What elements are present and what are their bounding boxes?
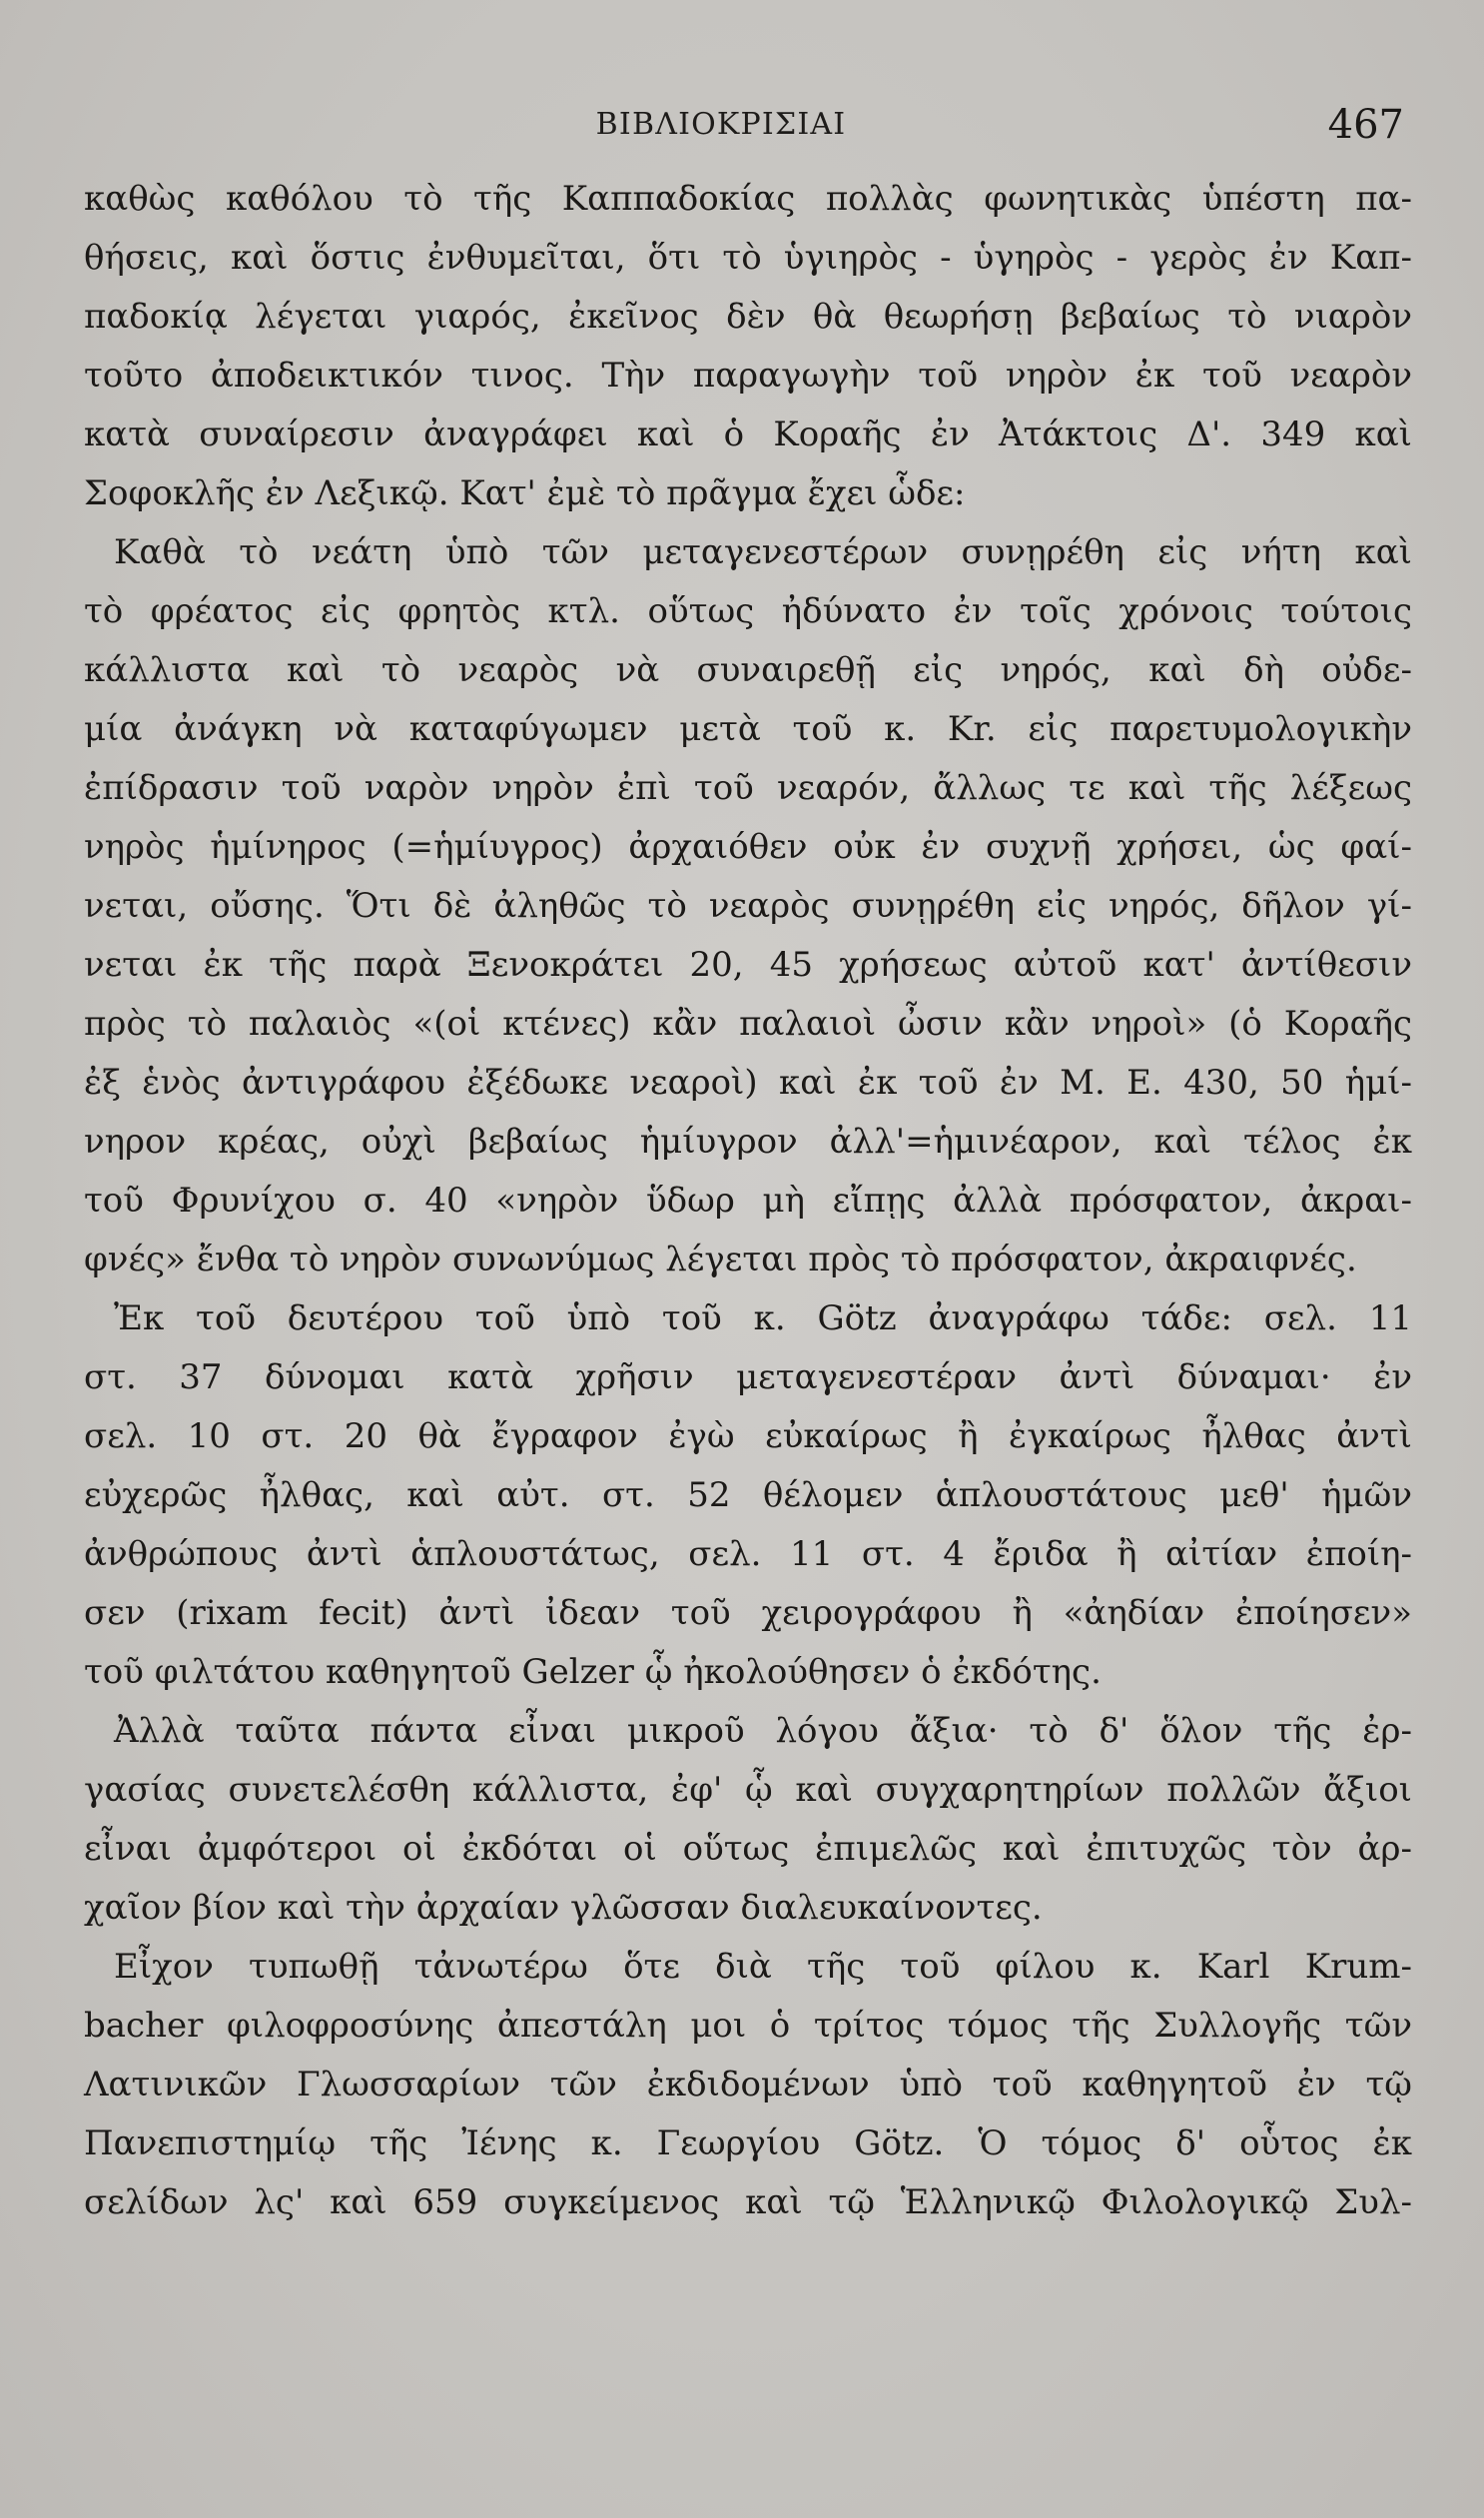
text-line: εἶναι ἀμφότεροι οἱ ἐκδόται οἱ οὕτως ἐπιμελῶς καὶ ἐπιτυχῶς τὸν ἀρ-	[84, 1829, 1412, 1869]
text-line: τοῦτο ἀποδεικτικόν τινος. Τὴν παραγωγὴν τοῦ νηρὸν ἐκ τοῦ νεαρὸν	[84, 356, 1412, 396]
text-line: εὐχερῶς ἦλθας, καὶ αὐτ. στ. 52 θέλομεν ἁπλουστάτους μεθ' ἡμῶν	[84, 1475, 1412, 1515]
text-line: bacher φιλοφροσύνης ἀπεστάλη μοι ὁ τρίτος τόμος τῆς Συλλογῆς τῶν	[84, 2006, 1412, 2046]
text-line: φνές» ἔνθα τὸ νηρὸν συνωνύμως λέγεται πρὸς τὸ πρόσφατον, ἀκραιφνές.	[84, 1240, 1357, 1279]
text-line: Σοφοκλῆς ἐν Λεξικῷ. Κατ' ἐμὲ τὸ πρᾶγμα ἔχει ὧδε:	[84, 473, 966, 513]
text-line: κατὰ συναίρεσιν ἀναγράφει καὶ ὁ Κοραῆς ἐν Ἀτάκτοις Δ'. 349 καὶ	[84, 415, 1412, 454]
text-line: νεται, οὔσης. Ὅτι δὲ ἀληθῶς τὸ νεαρὸς συνῃρέθη εἰς νηρός, δῆλον γί-	[84, 886, 1412, 926]
text-line: μία ἀνάγκη νὰ καταφύγωμεν μετὰ τοῦ κ. Kr. εἰς παρετυμολογικὴν	[84, 709, 1412, 749]
text-line: σελίδων λς' καὶ 659 συγκείμενος καὶ τῷ Ἑλληνικῷ Φιλολογικῷ Συλ-	[84, 2182, 1412, 2222]
text-line: Ἀλλὰ ταῦτα πάντα εἶναι μικροῦ λόγου ἄξια· τὸ δ' ὅλον τῆς ἐρ-	[114, 1711, 1412, 1751]
text-line: ἐπίδρασιν τοῦ ναρὸν νηρὸν ἐπὶ τοῦ νεαρόν, ἄλλως τε καὶ τῆς λέξεως	[84, 768, 1412, 808]
text-line: Καθὰ τὸ νεάτη ὑπὸ τῶν μεταγενεστέρων συνῃρέθη εἰς νήτη καὶ	[114, 532, 1412, 572]
body-text	[84, 170, 1412, 2232]
text-line: γασίας συνετελέσθη κάλλιστα, ἐφ' ᾧ καὶ συγχαρητηρίων πολλῶν ἄξιοι	[84, 1770, 1412, 1810]
text-line: σελ. 10 στ. 20 θὰ ἔγραφον ἐγὼ εὐκαίρως ἢ ἐγκαίρως ἦλθας ἀντὶ	[84, 1416, 1412, 1456]
text-line: πρὸς τὸ παλαιὸς «(οἱ κτένες) κἂν παλαιοὶ ὦσιν κἂν νηροὶ» (ὁ Κοραῆς	[84, 1004, 1412, 1044]
text-line: παδοκίᾳ λέγεται γιαρός, ἐκεῖνος δὲν θὰ θεωρήσῃ βεβαίως τὸ νιαρὸν	[84, 297, 1412, 337]
text-line: ἐξ ἑνὸς ἀντιγράφου ἐξέδωκε νεαροὶ) καὶ ἐκ τοῦ ἐν Μ. Ε. 430, 50 ἡμί-	[84, 1063, 1412, 1103]
text-line: καθὼς καθόλου τὸ τῆς Καππαδοκίας πολλὰς φωνητικὰς ὑπέστη πα-	[84, 179, 1412, 219]
text-line: νηρὸς ἡμίνηρος (=ἡμίυγρος) ἀρχαιόθεν οὐκ ἐν συχνῇ χρήσει, ὡς φαί-	[84, 827, 1412, 867]
text-line: Λατινικῶν Γλωσσαρίων τῶν ἐκδιδομένων ὑπὸ τοῦ καθηγητοῦ ἐν τῷ	[84, 2065, 1412, 2104]
text-line: κάλλιστα καὶ τὸ νεαρὸς νὰ συναιρεθῇ εἰς νηρός, καὶ δὴ οὐδε-	[84, 650, 1412, 690]
page-header	[110, 98, 1404, 152]
page-number: 467	[1327, 102, 1404, 148]
running-title: ΒΙΒΛΙΟΚΡΙΣΙΑΙ	[595, 107, 847, 142]
text-line: Εἶχον τυπωθῇ τἀνωτέρω ὅτε διὰ τῆς τοῦ φίλου κ. Karl Krum-	[114, 1947, 1412, 1987]
text-line: τὸ φρέατος εἰς φρητὸς κτλ. οὕτως ἠδύνατο ἐν τοῖς χρόνοις τούτοις	[84, 591, 1412, 631]
text-line: τοῦ Φρυνίχου σ. 40 «νηρὸν ὕδωρ μὴ εἴπῃς ἀλλὰ πρόσφατον, ἀκραι-	[84, 1181, 1412, 1221]
text-line: Ἐκ τοῦ δευτέρου τοῦ ὑπὸ τοῦ κ. Götz ἀναγράφω τάδε: σελ. 11	[114, 1298, 1412, 1338]
text-line: τοῦ φιλτάτου καθηγητοῦ Gelzer ᾧ ἠκολούθησεν ὁ ἐκδότης.	[84, 1652, 1102, 1692]
text-line: θήσεις, καὶ ὅστις ἐνθυμεῖται, ὅτι τὸ ὑγιηρὸς - ὑγηρὸς - γερὸς ἐν Καπ-	[84, 238, 1412, 278]
text-line: σεν (rixam fecit) ἀντὶ ἰδεαν τοῦ χειρογράφου ἢ «ἀηδίαν ἐποίησεν»	[84, 1593, 1412, 1633]
text-line: χαῖον βίον καὶ τὴν ἀρχαίαν γλῶσσαν διαλευκαίνοντες.	[84, 1888, 1043, 1928]
text-line: ἀνθρώπους ἀντὶ ἁπλουστάτως, σελ. 11 στ. 4 ἔριδα ἢ αἰτίαν ἐποίη-	[84, 1534, 1412, 1574]
text-line: Πανεπιστημίῳ τῆς Ἰένης κ. Γεωργίου Götz. Ὁ τόμος δ' οὗτος ἐκ	[84, 2123, 1412, 2163]
text-line: νεται ἐκ τῆς παρὰ Ξενοκράτει 20, 45 χρήσεως αὐτοῦ κατ' ἀντίθεσιν	[84, 945, 1412, 985]
text-line: στ. 37 δύνομαι κατὰ χρῆσιν μεταγενεστέραν ἀντὶ δύναμαι· ἐν	[84, 1357, 1412, 1397]
text-line: νηρον κρέας, οὐχὶ βεβαίως ἡμίυγρον ἀλλ'=ἡμινέαρον, καὶ τέλος ἐκ	[84, 1122, 1412, 1162]
